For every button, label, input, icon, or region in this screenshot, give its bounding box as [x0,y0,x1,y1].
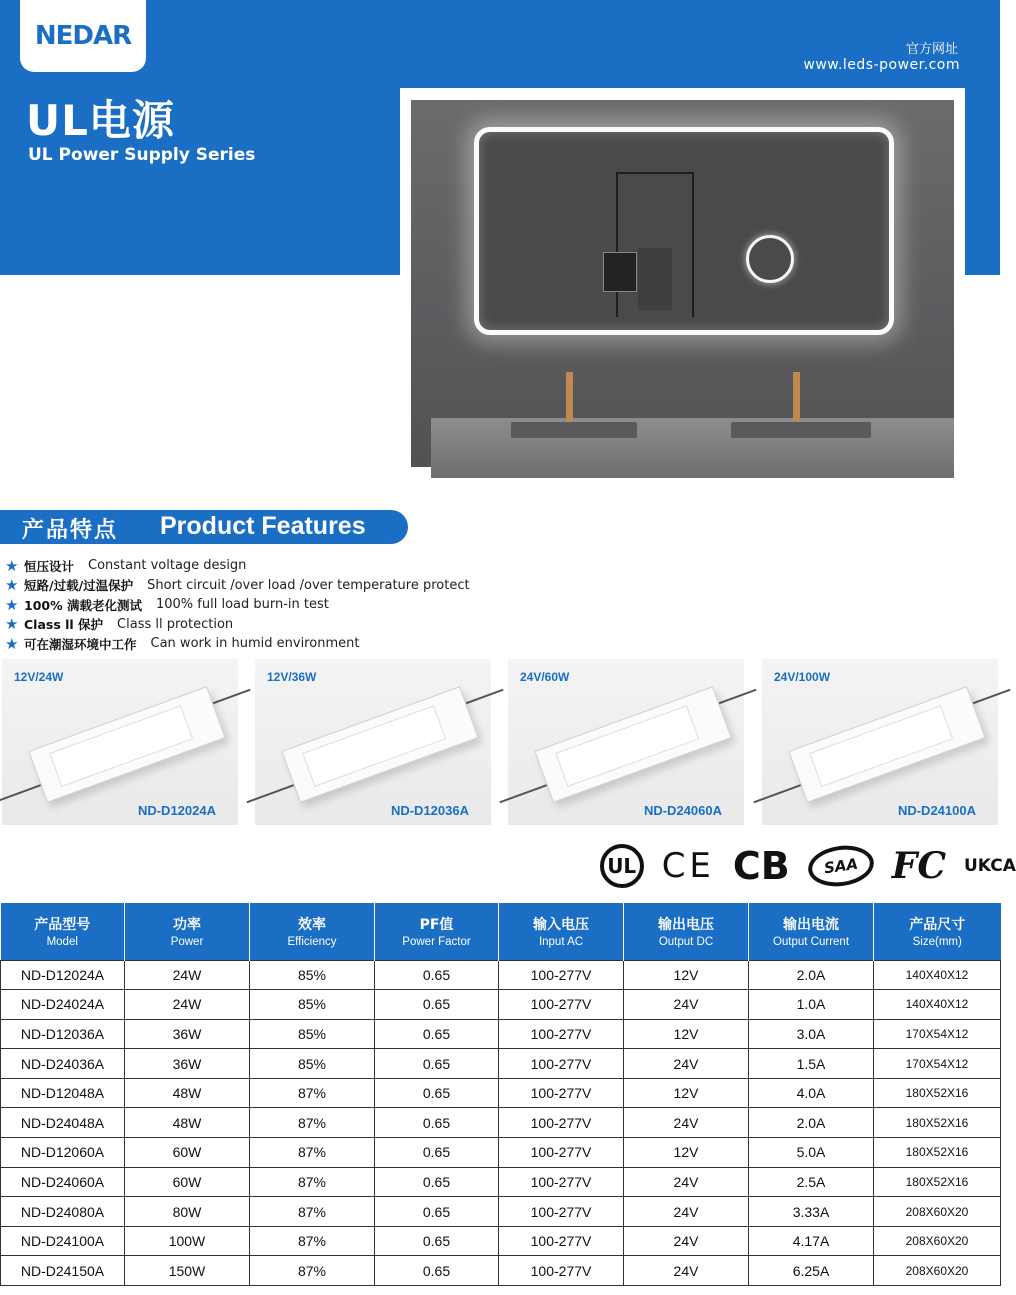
cell-input-ac: 100-277V [499,960,624,990]
cell-efficiency: 85% [250,1049,375,1079]
cell-power-factor: 0.65 [375,990,499,1020]
cell-model: ND-D24150A [1,1256,125,1286]
cell-output-current: 1.5A [749,1049,874,1079]
cell-output-dc: 24V [624,1049,749,1079]
table-row [1,1108,1001,1138]
cell-input-ac: 100-277V [499,1078,624,1108]
column-header-power[interactable]: 功率 Power [125,903,250,960]
feature-item [5,556,470,576]
cell-model: ND-D12036A [1,1019,125,1049]
column-header-input-ac[interactable]: 输入电压 Input AC [499,903,624,960]
cell-power-factor: 0.65 [375,1226,499,1256]
cell-output-dc: 12V [624,1138,749,1168]
vanity-counter-graphic [431,418,954,478]
feature-en: Class ll protection [117,616,234,632]
cell-model: ND-D24060A [1,1167,125,1197]
cell-output-current: 2.0A [749,960,874,990]
column-header-size[interactable]: 产品尺寸 Size(mm) [874,903,1001,960]
product-sticker [809,705,953,787]
ul-cert-icon: UL [600,844,644,888]
feature-cn: 可在潮湿环境中工作 [24,636,137,652]
cell-power-factor: 0.65 [375,1138,499,1168]
power-supply-image [788,686,985,803]
product-card[interactable] [2,659,238,825]
cell-power: 24W [125,990,250,1020]
cell-power: 48W [125,1078,250,1108]
cell-size: 180X52X16 [874,1108,1001,1138]
cell-power-factor: 0.65 [375,1256,499,1286]
cell-size: 170X54X12 [874,1019,1001,1049]
cell-power: 100W [125,1226,250,1256]
cell-input-ac: 100-277V [499,1138,624,1168]
cell-size: 208X60X20 [874,1256,1001,1286]
feature-en: Can work in humid environment [150,636,360,652]
cell-output-current: 2.5A [749,1167,874,1197]
cell-efficiency: 87% [250,1108,375,1138]
cell-power: 60W [125,1138,250,1168]
cell-power-factor: 0.65 [375,1019,499,1049]
column-header-model[interactable]: 产品型号 Model [1,903,125,960]
column-header-efficiency[interactable]: 效率 Efficiency [250,903,375,960]
product-model: ND-D24060A [643,803,722,818]
cell-output-dc: 12V [624,960,749,990]
cell-efficiency: 87% [250,1078,375,1108]
spec-table [0,903,1001,1286]
cell-output-current: 4.17A [749,1226,874,1256]
cell-size: 170X54X12 [874,1049,1001,1079]
ukca-cert-icon: UKCA [964,855,1016,876]
cell-efficiency: 85% [250,960,375,990]
cell-efficiency: 87% [250,1226,375,1256]
product-card[interactable] [508,659,744,825]
cell-input-ac: 100-277V [499,1256,624,1286]
product-rating: 12V/24W [14,670,64,684]
cell-efficiency: 85% [250,990,375,1020]
cell-efficiency: 87% [250,1197,375,1227]
cell-model: ND-D12024A [1,960,125,990]
column-header-output-current[interactable]: 输出电流 Output Current [749,903,874,960]
star-icon: ★ [5,634,19,653]
column-header-output-dc[interactable]: 输出电压 Output DC [624,903,749,960]
cell-efficiency: 87% [250,1256,375,1286]
power-supply-image [534,686,731,803]
cell-model: ND-D24048A [1,1108,125,1138]
table-row [1,1226,1001,1256]
feature-item [5,634,470,654]
column-header-power-factor[interactable]: PF值 Power Factor [375,903,499,960]
cell-input-ac: 100-277V [499,1197,624,1227]
fcc-cert-icon: FC [891,845,946,887]
product-rating: 12V/36W [267,670,317,684]
cell-output-dc: 12V [624,1019,749,1049]
feature-en: Constant voltage design [88,558,247,574]
feature-cn: Class ll 保护 [24,617,104,633]
cell-model: ND-D12048A [1,1078,125,1108]
magnifier-mirror-graphic [746,235,794,283]
product-sticker [555,705,699,787]
towel-graphic [638,248,672,310]
cell-output-dc: 24V [624,1256,749,1286]
cell-input-ac: 100-277V [499,1167,624,1197]
cell-output-dc: 24V [624,1108,749,1138]
feature-cn: 恒压设计 [24,558,75,574]
product-model: ND-D12024A [137,803,216,818]
table-row [1,1256,1001,1286]
cell-model: ND-D24100A [1,1226,125,1256]
feature-en: 100% full load burn-in test [155,597,329,613]
table-row [1,990,1001,1020]
faucet-graphic [566,372,573,422]
table-row [1,1167,1001,1197]
website-link[interactable]: www.leds-power.com [803,57,960,73]
star-icon: ★ [5,615,19,634]
page-title-cn: UL电源 [26,96,175,145]
cb-cert-icon: CB [732,844,790,888]
cell-efficiency: 85% [250,1019,375,1049]
cell-power-factor: 0.65 [375,1167,499,1197]
table-row [1,1197,1001,1227]
sink-graphic [731,422,871,438]
cell-power-factor: 0.65 [375,1049,499,1079]
mirror-display-graphic [603,252,637,292]
product-card[interactable] [255,659,491,825]
ce-cert-icon: CE [661,846,715,886]
cell-power-factor: 0.65 [375,960,499,990]
cell-output-current: 5.0A [749,1138,874,1168]
feature-item [5,595,470,615]
cell-size: 140X40X12 [874,960,1001,990]
feature-cn: 短路/过载/过温保护 [24,578,134,594]
cell-power-factor: 0.65 [375,1078,499,1108]
cell-size: 180X52X16 [874,1078,1001,1108]
sink-graphic [511,422,637,438]
cell-input-ac: 100-277V [499,1226,624,1256]
certification-logos [600,840,1016,892]
cell-output-dc: 24V [624,1226,749,1256]
table-row [1,1138,1001,1168]
cell-output-dc: 24V [624,990,749,1020]
cell-efficiency: 87% [250,1138,375,1168]
cell-power-factor: 0.65 [375,1197,499,1227]
cell-size: 208X60X20 [874,1226,1001,1256]
cell-efficiency: 87% [250,1167,375,1197]
cell-output-dc: 12V [624,1078,749,1108]
table-row [1,1078,1001,1108]
feature-en: Short circuit /over load /over temperature protect [147,577,470,593]
table-row [1,960,1001,990]
cell-power: 24W [125,960,250,990]
product-model: ND-D12036A [390,803,469,818]
star-icon: ★ [5,556,19,575]
cell-size: 140X40X12 [874,990,1001,1020]
cell-model: ND-D24080A [1,1197,125,1227]
table-header-row [1,903,1001,960]
cell-power-factor: 0.65 [375,1108,499,1138]
cell-model: ND-D24024A [1,990,125,1020]
cell-power: 48W [125,1108,250,1138]
cell-input-ac: 100-277V [499,1019,624,1049]
cell-power: 36W [125,1049,250,1079]
cell-output-current: 2.0A [749,1108,874,1138]
cell-size: 208X60X20 [874,1197,1001,1227]
faucet-graphic [793,372,800,422]
logo-text: NEDAR [34,21,132,51]
cell-input-ac: 100-277V [499,1049,624,1079]
cell-output-current: 3.33A [749,1197,874,1227]
star-icon: ★ [5,595,19,614]
spec-table-body [1,960,1001,1286]
power-supply-image [28,686,225,803]
logo[interactable] [20,0,146,72]
cell-output-current: 4.0A [749,1078,874,1108]
product-model: ND-D24100A [897,803,976,818]
cell-model: ND-D12060A [1,1138,125,1168]
table-row [1,1019,1001,1049]
product-rating: 24V/60W [520,670,570,684]
cell-size: 180X52X16 [874,1138,1001,1168]
cell-power: 150W [125,1256,250,1286]
power-supply-image [281,686,478,803]
cell-output-dc: 24V [624,1197,749,1227]
table-row [1,1049,1001,1079]
saa-cert-icon: SAA [805,842,876,891]
product-rating: 24V/100W [774,670,831,684]
feature-cn: 100% 满载老化测试 [24,597,142,613]
cell-input-ac: 100-277V [499,1108,624,1138]
features-title-cn: 产品特点 [22,518,119,543]
features-title-en: Product Features [160,512,366,540]
page-title-en: UL Power Supply Series [28,145,256,165]
features-list [5,556,470,654]
product-sticker [302,705,446,787]
feature-item [5,576,470,596]
cell-size: 180X52X16 [874,1167,1001,1197]
cell-output-current: 1.0A [749,990,874,1020]
cell-output-dc: 24V [624,1167,749,1197]
cell-power: 60W [125,1167,250,1197]
cell-power: 36W [125,1019,250,1049]
feature-item [5,615,470,635]
cell-output-current: 3.0A [749,1019,874,1049]
website-label: 官方网址 [905,42,958,57]
product-sticker [49,705,193,787]
hero-image-led-mirror [411,100,954,467]
cell-power: 80W [125,1197,250,1227]
cell-output-current: 6.25A [749,1256,874,1286]
cell-input-ac: 100-277V [499,990,624,1020]
star-icon: ★ [5,576,19,595]
product-card[interactable] [762,659,998,825]
cell-model: ND-D24036A [1,1049,125,1079]
